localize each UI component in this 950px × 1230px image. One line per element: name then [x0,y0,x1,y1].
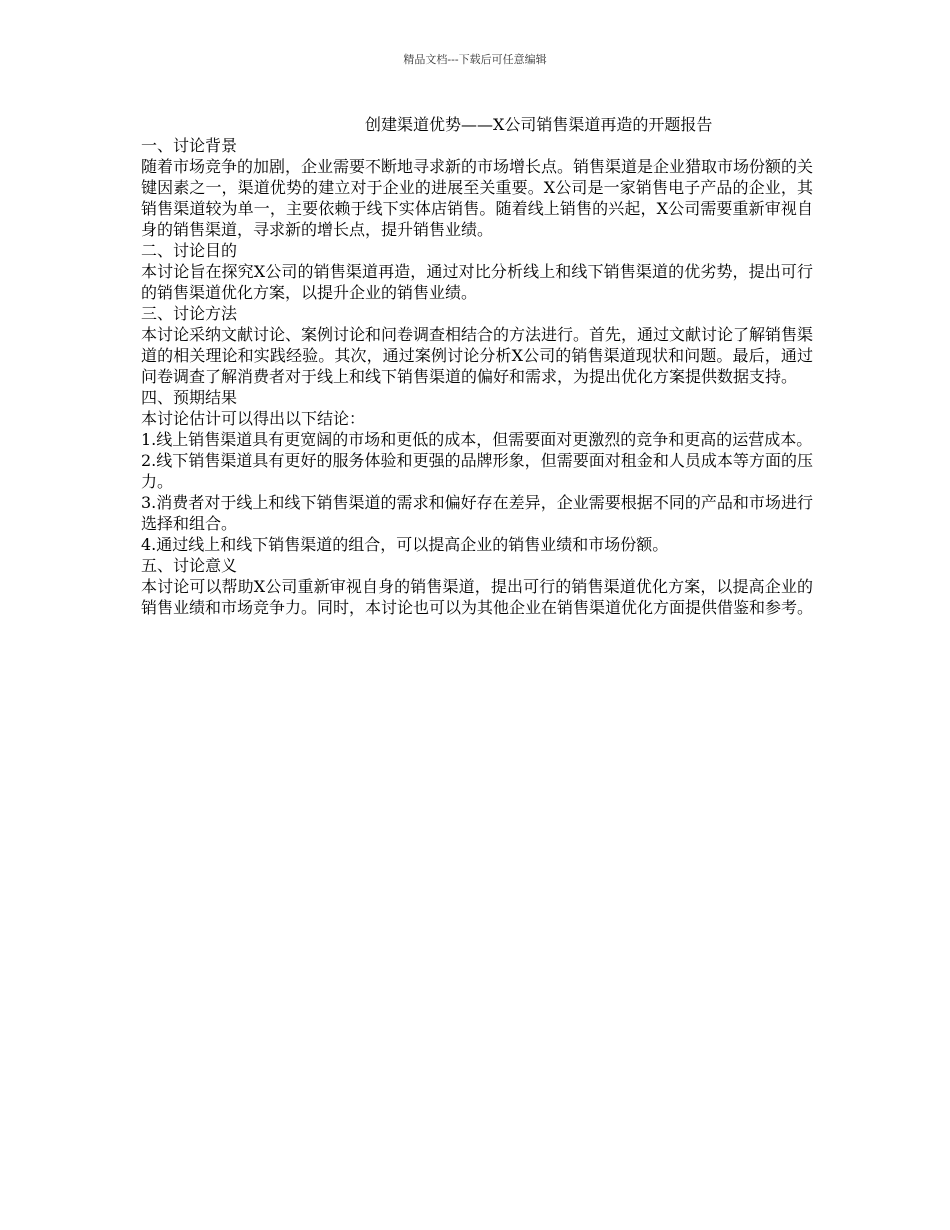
section-method [141,303,813,387]
paragraph: 本讨论旨在探究X公司的销售渠道再造，通过对比分析线上和线下销售渠道的优劣势，提出可行的销售渠道优化方案，以提升企业的销售业绩。 [141,262,813,302]
section-expected-results [141,387,813,555]
section-heading: 二、讨论目的 [141,241,238,260]
result-item: 1.线上销售渠道具有更宽阔的市场和更低的成本，但需要面对更激烈的竞争和更高的运营成本。 [141,430,813,449]
result-item: 2.线下销售渠道具有更好的服务体验和更强的品牌形象，但需要面对租金和人员成本等方面的压力。 [141,451,813,491]
result-item: 3.消费者对于线上和线下销售渠道的需求和偏好存在差异，企业需要根据不同的产品和市场进行选择和组合。 [141,493,813,533]
section-background [141,135,813,240]
section-purpose [141,240,813,303]
section-heading: 三、讨论方法 [141,304,238,323]
section-heading: 四、预期结果 [141,388,238,407]
paragraph: 随着市场竞争的加剧，企业需要不断地寻求新的市场增长点。销售渠道是企业猎取市场份额的关键因素之一，渠道优势的建立对于企业的进展至关重要。X公司是一家销售电子产品的企业，其销售渠道较为单一，主要依赖于线下实体店销售。随着线上销售的兴起，X公司需要重新审视自身的销售渠道，寻求新的增长点，提升销售业绩。 [141,157,814,239]
document-title: 创建渠道优势——X公司销售渠道再造的开题报告 [365,115,713,134]
result-item: 4.通过线上和线下销售渠道的组合，可以提高企业的销售业绩和市场份额。 [141,535,669,554]
document-body [141,114,813,618]
section-heading: 五、讨论意义 [141,556,238,575]
section-significance [141,555,813,618]
paragraph: 本讨论可以帮助X公司重新审视自身的销售渠道，提出可行的销售渠道优化方案，以提高企业的销售业绩和市场竞争力。同时，本讨论也可以为其他企业在销售渠道优化方面提供借鉴和参考。 [141,577,814,617]
paragraph: 本讨论估计可以得出以下结论： [141,409,366,428]
page-header: 精品文档---下载后可任意编辑 [403,53,547,66]
paragraph: 本讨论采纳文献讨论、案例讨论和问卷调查相结合的方法进行。首先，通过文献讨论了解销售渠道的相关理论和实践经验。其次，通过案例讨论分析X公司的销售渠道现状和问题。最后，通过问卷调查了解消费者对于线上和线下销售渠道的偏好和需求，为提出优化方案提供数据支持。 [141,325,814,386]
section-heading: 一、讨论背景 [141,136,238,155]
